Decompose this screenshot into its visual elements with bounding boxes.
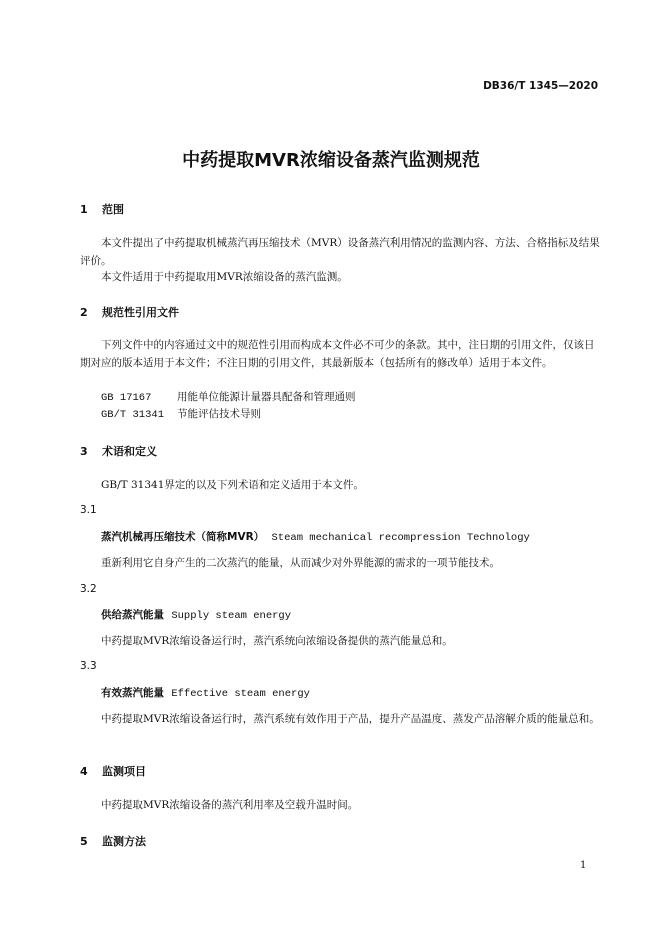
section-heading-2 [80,304,179,320]
term-definition: 重新利用它自身产生的二次蒸汽的能量，从而减少对外界能源的需求的一项节能技术。 [101,557,500,569]
section-number: 4 [80,765,88,778]
section-heading-1 [80,201,124,217]
term-definition: 中药提取MVR浓缩设备运行时，蒸汽系统有效作用于产品，提升产品温度、蒸发产品溶解介质的能量总和。 [101,713,600,725]
section-heading-3 [80,443,157,459]
reference-code: GB/T 31341 [101,409,165,421]
term-chinese: 蒸汽机械再压缩技术（简称MVR） [101,531,265,543]
section-number: 1 [80,203,88,216]
section-number: 2 [80,306,88,319]
section-title: 范围 [102,203,124,216]
clause-number: 3.2 [80,583,97,595]
term-english: Supply steam energy [171,610,292,622]
page-number: 1 [580,860,587,871]
paragraph: GB/T 31341界定的以及下列术语和定义适用于本文件。 [101,479,364,491]
document-id: DB36/T 1345—2020 [483,80,598,92]
section-number: 5 [80,835,88,848]
paragraph: 本文件适用于中药提取用MVR浓缩设备的蒸汽监测。 [101,271,348,283]
section-title: 术语和定义 [102,445,157,458]
reference-code: GB 17167 [101,392,152,404]
paragraph: 下列文件中的内容通过文中的规范性引用而构成本文件必不可少的条款。其中，注日期的引用文件，仅该日期对应的版本适用于本文件；不注日期的引用文件，其最新版本（包括所有的修改单）适用于本文件。 [80,339,595,369]
clause-number: 3.3 [80,660,97,672]
section-title: 规范性引用文件 [102,306,179,319]
section-title: 监测方法 [102,835,146,848]
reference-title: 节能评估技术导则 [177,408,261,420]
term-chinese: 供给蒸汽能量 [101,609,164,621]
reference-title: 用能单位能源计量器具配备和管理通则 [177,391,356,403]
reference-item [101,405,261,424]
paragraph: 本文件提出了中药提取机械蒸汽再压缩技术（MVR）设备蒸汽利用情况的监测内容、方法、合格指标及结果评价。 [80,237,600,267]
section-number: 3 [80,445,88,458]
term-english: Effective steam energy [171,688,310,700]
term-english: Steam mechanical recompression Technology [271,532,530,544]
clause-number: 3.1 [80,504,97,516]
section-title: 监测项目 [102,765,146,778]
term-entry [101,685,310,700]
term-entry [101,529,530,544]
paragraph: 中药提取MVR浓缩设备的蒸汽利用率及空载升温时间。 [101,799,359,811]
document-title: 中药提取MVR浓缩设备蒸汽监测规范 [182,150,480,171]
term-definition: 中药提取MVR浓缩设备运行时，蒸汽系统向浓缩设备提供的蒸汽能量总和。 [101,635,453,647]
term-chinese: 有效蒸汽能量 [101,687,164,699]
section-heading-5 [80,833,146,849]
section-heading-4 [80,763,146,779]
term-entry [101,607,291,622]
